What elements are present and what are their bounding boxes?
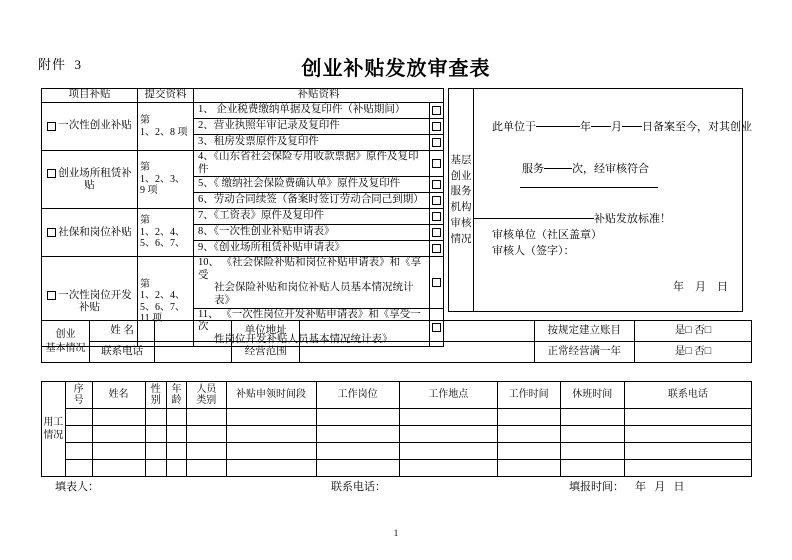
page-title: 创业补贴发放审查表 bbox=[301, 58, 491, 80]
submit-ref-cell-0: 第 1、2、8 项 bbox=[138, 103, 194, 151]
cell-person-category[interactable] bbox=[187, 426, 226, 443]
submit-ref-cell-2: 第 1、2、4、 5、6、7、 bbox=[138, 209, 194, 257]
material-checkbox-8[interactable] bbox=[430, 225, 444, 241]
cell-age[interactable] bbox=[166, 426, 186, 443]
table-row bbox=[42, 443, 752, 460]
cell-index[interactable] bbox=[65, 409, 92, 426]
checkbox-icon[interactable] bbox=[432, 180, 441, 189]
col-header-age: 年 龄 bbox=[166, 382, 186, 409]
field-name[interactable] bbox=[155, 321, 232, 342]
cell-index[interactable] bbox=[65, 460, 92, 477]
table-row bbox=[42, 426, 752, 443]
cell-name[interactable] bbox=[92, 443, 145, 460]
col-header-contact-phone: 联系电话 bbox=[624, 382, 751, 409]
col-header-gender: 性 别 bbox=[145, 382, 166, 409]
material-item-3: 3、租房发票原件及复印件 bbox=[194, 135, 430, 151]
table-row bbox=[42, 342, 752, 363]
cell-age[interactable] bbox=[166, 460, 186, 477]
review-line-service-count: 服务 次，经审核符合 bbox=[522, 163, 649, 175]
cell-contact-phone[interactable] bbox=[624, 443, 751, 460]
checkbox-icon[interactable] bbox=[47, 122, 56, 131]
cell-person-category[interactable] bbox=[187, 460, 226, 477]
field-business-scope[interactable] bbox=[300, 342, 534, 363]
material-checkbox-7[interactable] bbox=[430, 209, 444, 225]
col-header-person-category: 人员 类别 bbox=[187, 382, 226, 409]
cell-age[interactable] bbox=[166, 409, 186, 426]
cell-job-position[interactable] bbox=[316, 460, 399, 477]
cell-work-location[interactable] bbox=[399, 409, 497, 426]
field-account-setup[interactable]: 是□ 否□ bbox=[634, 321, 751, 342]
cell-job-position[interactable] bbox=[316, 443, 399, 460]
material-item-7: 7、《工资表》原件及复印件 bbox=[194, 209, 430, 225]
cell-work-hours[interactable] bbox=[497, 443, 560, 460]
checkbox-icon[interactable] bbox=[432, 228, 441, 237]
col-header-work-location: 工作地点 bbox=[399, 382, 497, 409]
col-header-materials: 补贴资料 bbox=[194, 89, 444, 103]
basic-info-vertical-label: 创业 基本情况 bbox=[42, 321, 90, 363]
checkbox-icon[interactable] bbox=[47, 291, 56, 300]
cell-index[interactable] bbox=[65, 426, 92, 443]
category-cell-3: 一次性岗位开发补贴 bbox=[42, 257, 138, 347]
cell-gender[interactable] bbox=[145, 443, 166, 460]
checkbox-icon[interactable] bbox=[432, 196, 441, 205]
checkbox-icon[interactable] bbox=[432, 244, 441, 253]
category-cell-1: 创业场所租赁补贴 bbox=[42, 151, 138, 209]
review-line-record-date: 此单位于 年 月 日备案至今，对其创业 bbox=[492, 121, 752, 133]
review-line-standard: 补贴发放标准！ bbox=[474, 210, 671, 226]
cell-work-hours[interactable] bbox=[497, 460, 560, 477]
table-row bbox=[42, 409, 752, 426]
blank-day[interactable] bbox=[622, 126, 642, 127]
checkbox-icon[interactable] bbox=[432, 159, 441, 168]
material-item-10: 10、 《社会保险补贴和岗位补贴申请表》和《享受 社会保险补贴和岗位补贴人员基本情况统计表》 bbox=[194, 257, 430, 308]
checkbox-icon[interactable] bbox=[432, 122, 441, 131]
cell-claim-period[interactable] bbox=[226, 426, 316, 443]
cell-work-hours[interactable] bbox=[497, 426, 560, 443]
material-item-4: 4、《山东省社会保险专用收款票据》原件及复印件 bbox=[194, 151, 430, 177]
review-line-unit-seal: 审核单位（社区盖章） bbox=[492, 229, 602, 241]
review-blank-rule-1[interactable] bbox=[520, 187, 658, 188]
label-one-year-operation: 正常经营满一年 bbox=[534, 342, 634, 363]
employment-vertical-label: 用工情况 bbox=[42, 382, 66, 477]
review-panel-body bbox=[474, 89, 752, 311]
employment-header-row bbox=[42, 382, 752, 409]
cell-name[interactable] bbox=[92, 409, 145, 426]
material-item-5: 5、《 缴纳社会保险费确认单》原件及复印件 bbox=[194, 177, 430, 193]
blank-year[interactable] bbox=[536, 126, 580, 127]
cell-person-category[interactable] bbox=[187, 409, 226, 426]
footer-phone: 联系电话： bbox=[331, 481, 386, 493]
materials-table bbox=[41, 88, 444, 347]
material-checkbox-5[interactable] bbox=[430, 177, 444, 193]
cell-contact-phone[interactable] bbox=[624, 460, 751, 477]
cell-work-location[interactable] bbox=[399, 443, 497, 460]
table-row bbox=[42, 321, 752, 342]
cell-gender[interactable] bbox=[145, 409, 166, 426]
cell-age[interactable] bbox=[166, 443, 186, 460]
cell-index[interactable] bbox=[65, 443, 92, 460]
cell-person-category[interactable] bbox=[187, 443, 226, 460]
cell-name[interactable] bbox=[92, 460, 145, 477]
field-unit-address[interactable] bbox=[300, 321, 534, 342]
cell-work-hours[interactable] bbox=[497, 409, 560, 426]
material-checkbox-9[interactable] bbox=[430, 241, 444, 257]
basic-info-table bbox=[41, 320, 752, 363]
material-item-1: 1、 企业税费缴纳单据及复印件（补贴期间） bbox=[194, 103, 430, 119]
col-header-category: 项目补贴 bbox=[42, 89, 138, 103]
material-checkbox-3[interactable] bbox=[430, 135, 444, 151]
cell-gender[interactable] bbox=[145, 460, 166, 477]
cell-rest-hours[interactable] bbox=[560, 409, 624, 426]
material-checkbox-10[interactable] bbox=[430, 257, 444, 308]
material-item-9: 9、《创业场所租赁补贴申请表》 bbox=[194, 241, 430, 257]
checkbox-icon[interactable] bbox=[432, 138, 441, 147]
material-item-11: 11、 《一次性岗位开发补贴申请表》和《享受一次 性岗位开发补贴人员基本情况统计表》 bbox=[194, 308, 430, 347]
checkbox-icon[interactable] bbox=[432, 278, 441, 287]
col-header-name: 姓名 bbox=[92, 382, 145, 409]
cell-claim-period[interactable] bbox=[226, 443, 316, 460]
review-line-signature: 审核人（签字）： bbox=[492, 245, 575, 257]
checkbox-icon[interactable] bbox=[432, 212, 441, 221]
table-row bbox=[42, 151, 444, 177]
col-header-work-hours: 工作时间 bbox=[497, 382, 560, 409]
table-row bbox=[42, 103, 444, 119]
material-checkbox-4[interactable] bbox=[430, 151, 444, 177]
cell-work-location[interactable] bbox=[399, 426, 497, 443]
material-checkbox-2[interactable] bbox=[430, 119, 444, 135]
label-name: 姓 名 bbox=[90, 321, 155, 342]
table-row bbox=[42, 460, 752, 477]
blank-count[interactable] bbox=[544, 168, 572, 169]
employment-table bbox=[41, 381, 752, 477]
cell-job-position[interactable] bbox=[316, 426, 399, 443]
blank-month[interactable] bbox=[591, 126, 611, 127]
category-cell-0: 一次性创业补贴 bbox=[42, 103, 138, 151]
cell-rest-hours[interactable] bbox=[560, 460, 624, 477]
material-checkbox-6[interactable] bbox=[430, 193, 444, 209]
cell-work-location[interactable] bbox=[399, 460, 497, 477]
submit-ref-cell-3: 第 1、2、4、 5、6、7、 11 项 bbox=[138, 257, 194, 347]
label-business-scope: 经营范围 bbox=[232, 342, 300, 363]
review-date-line: 年 月 日 bbox=[673, 281, 728, 293]
col-header-rest-hours: 休班时间 bbox=[560, 382, 624, 409]
attachment-number: 附件 3 bbox=[38, 57, 83, 72]
col-header-submit-ref: 提交资料 bbox=[138, 89, 194, 103]
review-blank-rule-2[interactable] bbox=[474, 218, 594, 219]
cell-contact-phone[interactable] bbox=[624, 426, 751, 443]
materials-header-row bbox=[42, 89, 444, 103]
checkbox-icon[interactable] bbox=[47, 169, 56, 178]
page-number: 1 bbox=[393, 528, 399, 538]
cell-claim-period[interactable] bbox=[226, 460, 316, 477]
review-panel-vertical-label: 基层创业服务机构审核情况 bbox=[449, 89, 474, 311]
material-checkbox-1[interactable] bbox=[430, 103, 444, 119]
table-row bbox=[42, 257, 444, 308]
material-item-2: 2、营业执照年审记录及复印件 bbox=[194, 119, 430, 135]
cell-rest-hours[interactable] bbox=[560, 443, 624, 460]
cell-contact-phone[interactable] bbox=[624, 409, 751, 426]
submit-ref-cell-1: 第 1、2、3、 9 项 bbox=[138, 151, 194, 209]
cell-rest-hours[interactable] bbox=[560, 426, 624, 443]
review-panel bbox=[448, 88, 752, 312]
cell-name[interactable] bbox=[92, 426, 145, 443]
material-item-8: 8、《一次性创业补贴申请表》 bbox=[194, 225, 430, 241]
label-unit-address: 单位地址 bbox=[232, 321, 300, 342]
col-header-job-position: 工作岗位 bbox=[316, 382, 399, 409]
footer-date: 填报时间： 年 月 日 bbox=[569, 481, 685, 493]
col-header-claim-period: 补贴申领时间段 bbox=[226, 382, 316, 409]
material-item-6: 6、劳动合同续签（备案时签订劳动合同己到期） bbox=[194, 193, 430, 209]
category-cell-2: 社保和岗位补贴 bbox=[42, 209, 138, 257]
checkbox-icon[interactable] bbox=[47, 228, 56, 237]
label-phone: 联系电话 bbox=[90, 342, 155, 363]
col-header-index: 序 号 bbox=[65, 382, 92, 409]
field-phone[interactable] bbox=[155, 342, 232, 363]
table-row bbox=[42, 209, 444, 225]
label-account-setup: 按规定建立账目 bbox=[534, 321, 634, 342]
cell-job-position[interactable] bbox=[316, 409, 399, 426]
cell-gender[interactable] bbox=[145, 426, 166, 443]
checkbox-icon[interactable] bbox=[432, 106, 441, 115]
field-one-year-operation[interactable]: 是□ 否□ bbox=[634, 342, 751, 363]
cell-claim-period[interactable] bbox=[226, 409, 316, 426]
footer-preparer: 填表人： bbox=[55, 481, 99, 493]
